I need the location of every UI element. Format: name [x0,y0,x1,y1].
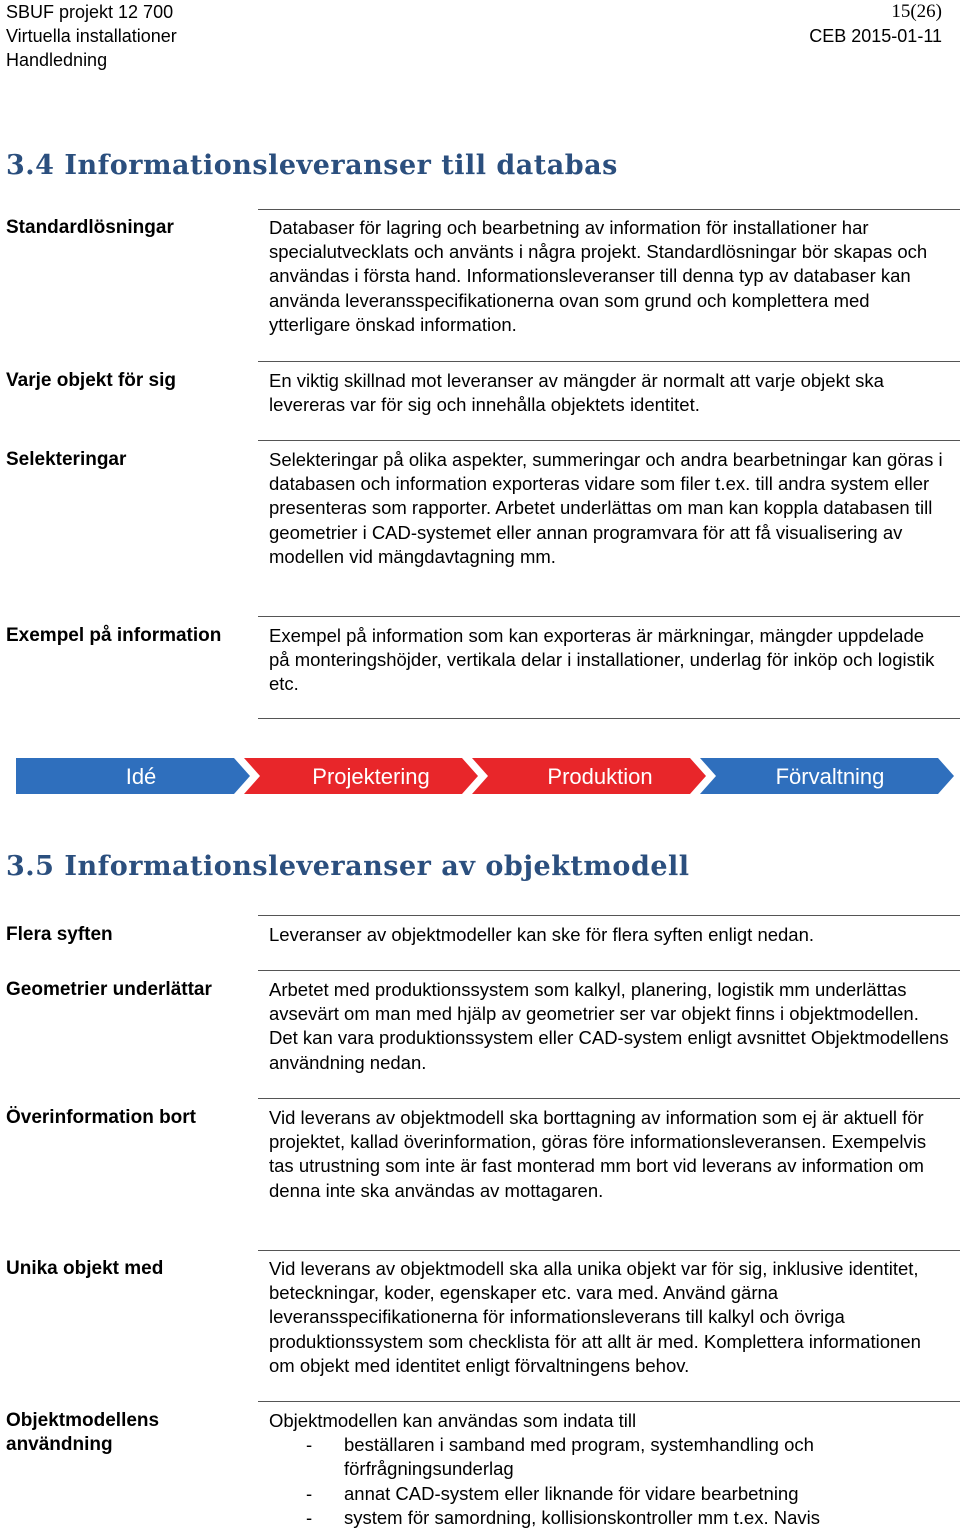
divider [258,209,960,210]
process-step-produktion-label: Produktion [547,764,653,789]
section-title-3-4: 3.4 Informationsleveranser till databas [6,150,618,181]
paragraph: Databaser för lagring och bearbetning av information för installationer har specialutvecklats och använts i några projekt. Standardlösningar bör skapas och användas i första hand. Informationsleveranser till denna typ av databaser kan använda leveransspecifikationerna ovan som grund och komplettera med ytterligare önskad information. [269,217,928,335]
paragraph: Vid leverans av objektmodell ska borttagning av information som ej är aktuell för projektet, kallad överinformation, göras före informationsleveransen. Exempelvis tas utrustning som inte är fast monterad mm bort vid leverans av information om denna inte ska användas av mottagaren. [269,1107,927,1201]
list-item: - annat CAD-system eller liknande för vidare bearbetning [269,1482,949,1506]
header-left [6,0,177,72]
header-ref: CEB 2015-01-11 [809,26,942,46]
section-title-3-5: 3.5 Informationsleveranser av objektmodell [6,851,690,882]
divider [258,361,960,362]
side-label: Unika objekt med [6,1258,164,1279]
paragraph: Exempel på information som kan exporteras är märkningar, mängder uppdelade på monteringshöjder, vertikala delar i installationer, underlag för inköp och logistik etc. [269,625,935,695]
usage-intro: Objektmodellen kan användas som indata till [269,1410,637,1431]
side-label: Selekteringar [6,449,127,470]
divider [258,1098,960,1099]
process-step-forvaltning-label: Förvaltning [775,764,885,789]
process-step-ide-label: Idé [125,764,157,789]
divider [258,970,960,971]
divider [258,616,960,617]
side-label: Varje objekt för sig [6,370,176,391]
paragraph: Leveranser av objektmodeller kan ske för flera syften enligt nedan. [269,924,815,945]
list-item: - beställaren i samband med program, systemhandling och förfrågningsunderlag [269,1433,949,1481]
header-doctype: Handledning [6,50,108,70]
paragraph: Selekteringar på olika aspekter, summeringar och andra bearbetningar kan göras i databasen och information exporteras vidare som filer t.ex. till andra system eller presenteras som rapporter. Arbetet underlättas om man kan koppla databasen till geometrier i CAD-systemet eller annan programvara för att få visualisering av modellen vid mängdavtagning mm. [269,449,943,567]
side-label: Exempel på information [6,625,222,646]
paragraph: En viktig skillnad mot leveranser av mängder är normalt att varje objekt ska levereras var för sig och innehålla objektets identitet. [269,370,884,416]
side-label: Standardlösningar [6,217,174,238]
divider [258,440,960,441]
divider [258,718,960,719]
paragraph: Vid leverans av objektmodell ska alla unika objekt var för sig, inklusive identitet, beteckningar, koder, egenskaper etc. vara med. Använd gärna leveransspecifikationerna för informationsleverans till kalkyl och övriga produktionssystem som checklista för att allt är med. Komplettera informationen om objekt med identitet enligt förvaltningens behov. [269,1258,921,1376]
header-subtitle: Virtuella installationer [6,26,177,46]
process-chevrons [16,758,954,794]
divider [258,1401,960,1402]
process-svg [16,758,954,794]
paragraph: Arbetet med produktionssystem som kalkyl, planering, logistik mm underlättas avsevärt om man med hjälp av geometrier ser var objekt finns i objektmodellen. Det kan vara produktionssystem eller CAD-system enligt avsnittet Objektmodellens användning nedan. [269,979,949,1073]
process-step-projektering-label: Projektering [312,764,430,789]
side-label: Flera syften [6,924,113,945]
header-project: SBUF projekt 12 700 [6,2,174,22]
divider [258,1250,960,1251]
header-right [809,0,942,48]
page-number: 15(26) [891,1,942,22]
side-label: Överinformation bort [6,1107,197,1128]
side-label: Geometrier underlättar [6,979,212,1000]
list-item: - system för samordning, kollisionskontroller mm t.ex. Navis [269,1506,949,1530]
usage-list [269,1433,949,1530]
side-label: Objektmodellens användning [6,1410,160,1455]
divider [258,915,960,916]
usage-block [269,1409,949,1530]
